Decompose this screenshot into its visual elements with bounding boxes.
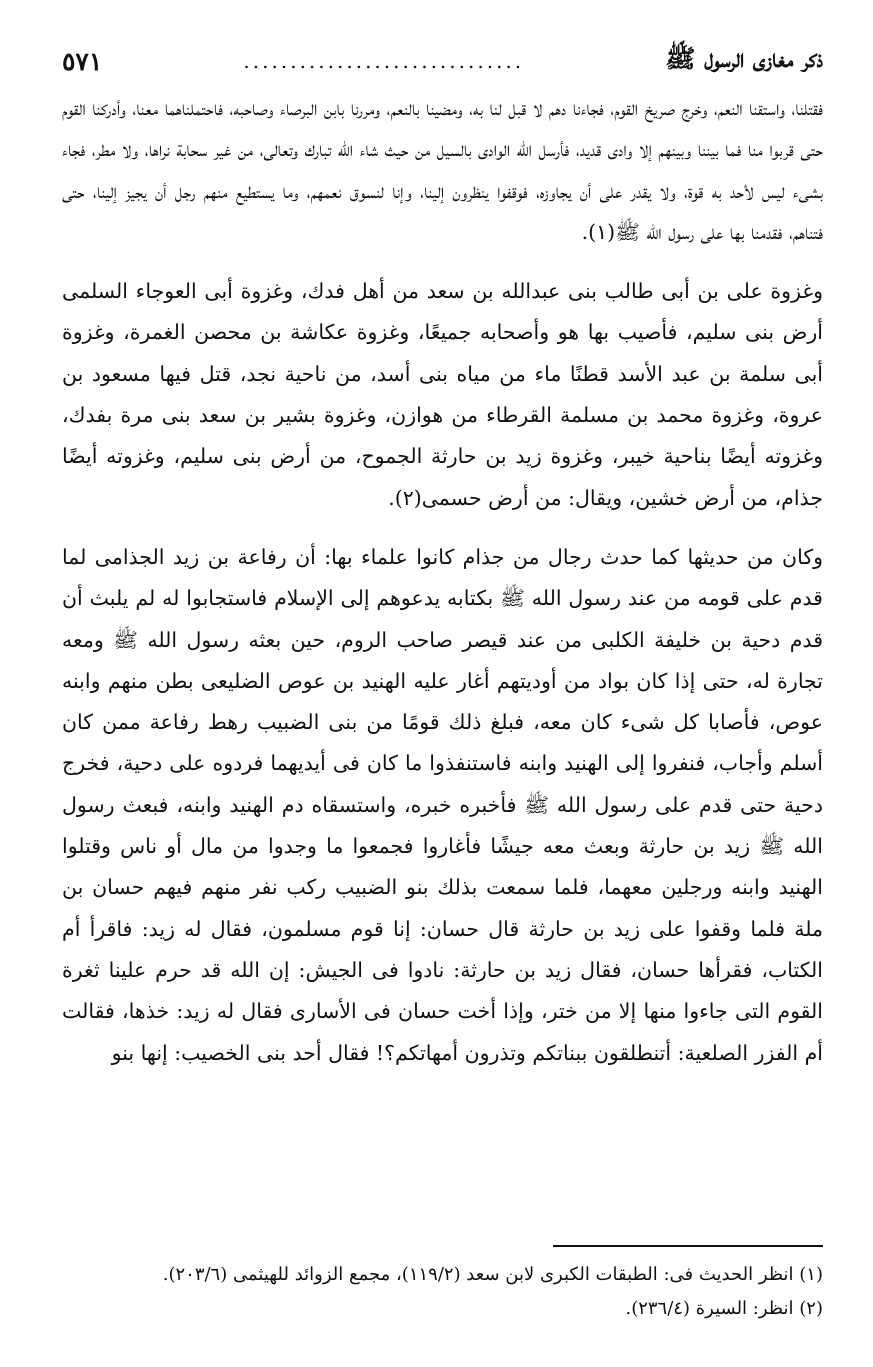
page-number: ٥٧١ [62,46,103,76]
paragraph-1: فقتلنا، واستقنا النعم، وخرج صريخ القوم، فجاءنا دهم لا قبل لنا به، ومضينا بالنعم، ومررنا بابن البرصاء وصاحبه، فاحتملناهما معنا، وأدركنا القوم حتى قربوا منا فما بيننا وبينهم إلا وادى قديد، فأرسل الله الوادى بالسيل من حيث شاء الله تبارك وتعالى، من غير سحابة نراها، ولا مطر، فجاء بشىء ليس لأحد به قوة، ولا يقدر على أن يجاوزه، فوقفوا ينظرون إلينا، وإنا لنسوق نعمهم، وما يستطيع منهم رجل أن يجيز إلينا، حتى فتناهم، فقدمنا بها على رسول الله ﷺ(١). [62,96,823,244]
paragraph-3: وكان من حديثها كما حدث رجال من جذام كانوا علماء بها: أن رفاعة بن زيد الجذامى لما قدم على قومه من عند رسول الله ﷺ بكتابه يدعوهم إلى الإسلام فاستجابوا له لم يلبث أن قدم دحية بن خليفة الكلبى من عند قيصر صاحب الروم، حين بعثه رسول الله ﷺ ومعه تجارة له، حتى إذا كان بواد من أوديتهم أغار عليه الهنيد بن عوص الضليعى بطن منهم وابنه عوص، فأصابا كل شىء كان معه، فبلغ ذلك قومًا من بنى الضبيب رهط رفاعة ممن كان أسلم وأجاب، فنفروا إلى الهنيد وابنه فاستنفذوا ما كان فى أيديهما فردوه على دحية، فخرج دحية حتى قدم على رسول الله ﷺ فأخبره خبره، واستسقاه دم الهنيد وابنه، فبعث رسول الله ﷺ زيد بن حارثة وبعث معه جيشًا فأغاروا فجمعوا ما وجدوا من مال أو ناس وقتلوا الهنيد وابنه ورجلين معهما، فلما سمعت بذلك بنو الضبيب ركب نفر منهم فيهم حسان بن ملة فلما وقفوا على زيد بن حارثة قال حسان: إنا قوم مسلمون، فقال له زيد: فاقرأ أم الكتاب، فقرأها حسان، فقال زيد بن حارثة: نادوا فى الجيش: إن الله قد حرم علينا ثغرة القوم التى جاءوا منها إلا من ختر، وإذا أخت حسان فى الأسارى فقال له زيد: خذها، فقالت أم الفزر الصلعية: أتنطلقون ببناتكم وتذرون أمهاتكم؟! فقال أحد بنى الخصيب: إنها بنو [62,544,823,1065]
page-header [62,38,823,84]
header-leader-dots: .............................. [243,49,525,73]
running-title: ذكر مغازى الرسول ﷺ [665,43,823,73]
main-text [62,88,823,1074]
footnote-separator [553,1245,823,1247]
footnote-1: (١) انظر الحديث فى: الطبقات الكبرى لابن سعد (١١٩/٢)، مجمع الزوائد للهيثمى (٢٠٣/٦). [162,1264,823,1285]
footnote-2: (٢) انظر: السيرة (٢٣٦/٤). [625,1298,823,1319]
paragraph-2: وغزوة على بن أبى طالب بنى عبدالله بن سعد من أهل فدك، وغزوة أبى العوجاء السلمى أرض بنى سليم، فأصيب بها هو وأصحابه جميعًا، وغزوة عكاشة بن محصن الغمرة، وغزوة أبى سلمة بن عبد الأسد قطنًا ماء من مياه بنى أسد، من ناحية نجد، قتل فيها مسعود بن عروة، وغزوة محمد بن مسلمة القرطاء من هوازن، وغزوة بشير بن سعد بنى مرة بفدك، وغزوته أيضًا بناحية خيبر، وغزوة زيد بن حارثة الجموح، من أرض بنى سليم، وغزوته أيضًا جذام، من أرض خشين، ويقال: من أرض حسمى(٢). [62,279,824,510]
footnotes [62,1258,823,1326]
